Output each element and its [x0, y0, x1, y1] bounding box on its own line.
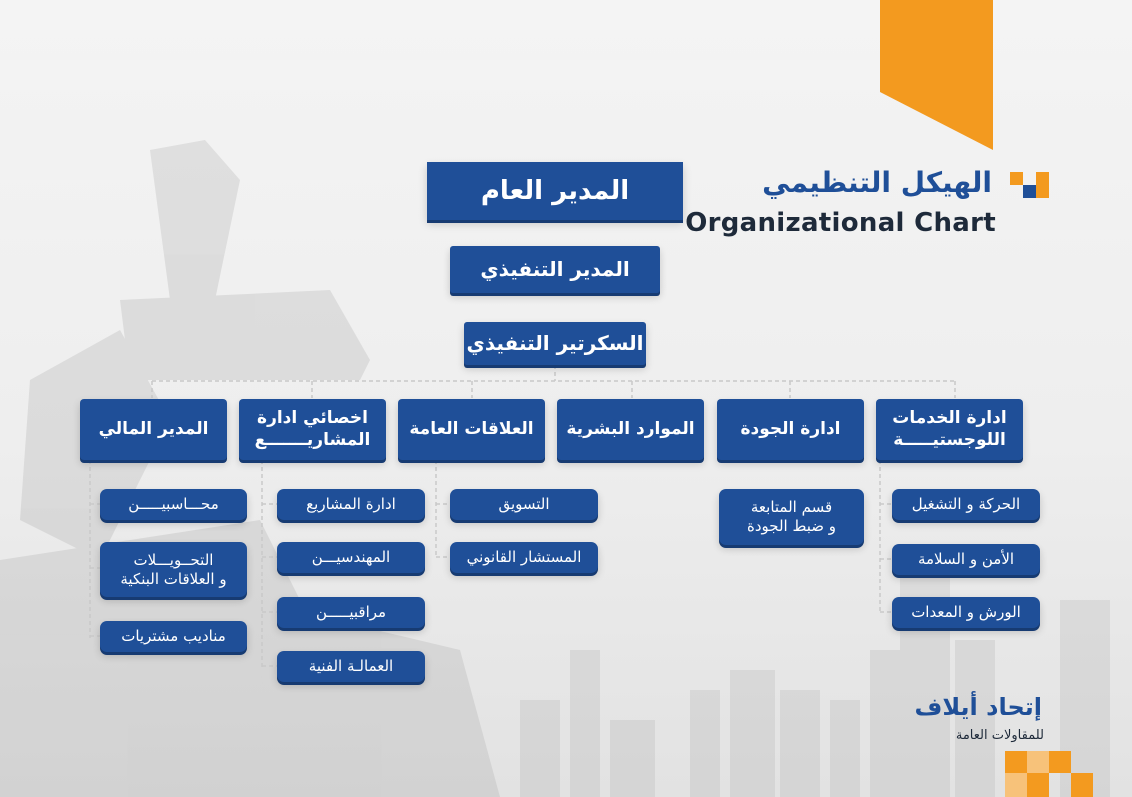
- executive-secretary-label: السكرتير التنفيذي: [466, 331, 644, 355]
- dept-pr-label: العلاقات العامة: [409, 418, 534, 439]
- pr-item: [450, 489, 598, 520]
- executive-secretary-box: [464, 322, 646, 365]
- pr-item-label: التسويق: [498, 495, 550, 514]
- dept-quality: [717, 399, 864, 460]
- quality-item: [719, 489, 864, 545]
- projects-item: [277, 651, 425, 682]
- logistics-item: [892, 544, 1040, 575]
- logistics-item-label: الورش و المعدات: [911, 603, 1021, 622]
- projects-item-label: ادارة المشاريع: [306, 495, 396, 514]
- executive-manager-label: المدير التنفيذي: [480, 257, 630, 281]
- logistics-item-label: الحركة و التشغيل: [911, 495, 1021, 514]
- pr-item-label: المستشار القانوني: [466, 548, 582, 567]
- dept-logistics: [876, 399, 1023, 460]
- company-logo-subtitle: للمقاولات العامة: [955, 728, 1044, 743]
- logistics-item: [892, 597, 1040, 628]
- projects-item: [277, 597, 425, 628]
- dept-hr: [557, 399, 704, 460]
- finance-item: [100, 489, 247, 520]
- finance-item-label: مناديب مشتريات: [121, 627, 226, 646]
- general-manager-label: المدير العام: [480, 175, 630, 206]
- general-manager-box: [427, 162, 683, 220]
- dept-finance-label: المدير المالي: [98, 418, 209, 439]
- dept-finance: [80, 399, 227, 460]
- finance-item-line1: التحــويـــلات: [133, 550, 214, 569]
- chart-title-english: Organizational Chart: [685, 208, 996, 238]
- dept-logistics-line2: اللوجستيـــــة: [893, 429, 1006, 450]
- finance-item: [100, 542, 247, 597]
- finance-item-line2: و العلاقات البنكية: [120, 569, 227, 588]
- excavator-silhouette: [0, 140, 500, 797]
- orange-ribbon: [880, 0, 993, 150]
- finance-item: [100, 621, 247, 652]
- dept-quality-label: ادارة الجودة: [740, 418, 841, 439]
- dept-projects: [239, 399, 386, 460]
- projects-item: [277, 542, 425, 573]
- quality-item-line1: قسم المتابعة: [750, 498, 833, 517]
- projects-item: [277, 489, 425, 520]
- chart-title-arabic: الهيكل التنظيمي: [762, 166, 992, 199]
- pr-item: [450, 542, 598, 573]
- executive-manager-box: [450, 246, 660, 293]
- logistics-item: [892, 489, 1040, 520]
- company-logo-name: إتحاد أيلاف: [914, 693, 1042, 721]
- dept-pr: [398, 399, 545, 460]
- projects-item-label: المهندسيـــن: [311, 548, 391, 567]
- dept-hr-label: الموارد البشرية: [566, 418, 695, 439]
- title-icon: [1010, 172, 1049, 198]
- dept-projects-line2: المشاريـــــــع: [254, 429, 371, 450]
- finance-item-label: محـــاسبيـــــن: [128, 495, 219, 514]
- projects-item-label: العمالـة الفنية: [308, 657, 394, 676]
- dept-logistics-line1: ادارة الخدمات: [892, 408, 1007, 429]
- logistics-item-label: الأمن و السلامة: [917, 550, 1015, 569]
- quality-item-line2: و ضبط الجودة: [747, 517, 836, 535]
- dept-projects-line1: اخصائي ادارة: [257, 408, 368, 429]
- projects-item-label: مراقبيـــــن: [315, 603, 387, 622]
